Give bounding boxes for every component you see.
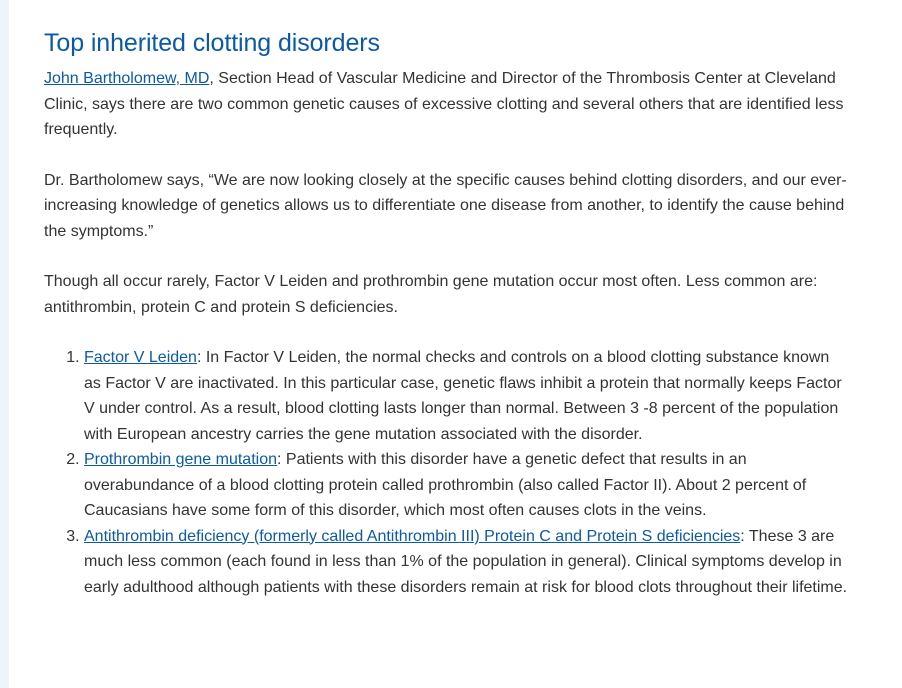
factor-v-leiden-link[interactable]: Factor V Leiden [84,349,197,366]
intro-paragraph [44,66,849,143]
intro-text: , Section Head of Vascular Medicine and Director of the Thrombosis Center at Cleveland Clinic, says there are two common genetic causes of excessive clotting and several others that are identified less frequently. [44,70,844,138]
list-item-text: : In Factor V Leiden, the normal checks and controls on a blood clotting substance known as Factor V are inactivated. In this particular case, genetic flaws inhibit a protein that normally keeps Factor V under control. As a result, blood clotting lasts longer than normal. Between 3 -8 percent of the population with European ancestry carries the gene mutation associated with the disorder. [84,349,842,443]
summary-paragraph: Though all occur rarely, Factor V Leiden and prothrombin gene mutation occur most often. Less common are: antithrombin, protein C and protein S deficiencies. [44,273,818,316]
list-item-text: : These 3 are much less common (each found in less than 1% of the population in general). Clinical symptoms develop in early adulthood although patients with these disorders remain at risk for blood clots throughout their lifetime. [84,527,848,596]
article-content [44,26,849,600]
antithrombin-deficiency-link[interactable]: Antithrombin deficiency (formerly called Antithrombin III) Protein C and Protein S deficiencies [84,527,741,545]
article-title: Top inherited clotting disorders [44,29,380,57]
disorders-list [44,345,849,600]
prothrombin-gene-mutation-link[interactable]: Prothrombin gene mutation [84,451,277,468]
list-item-text: : Patients with this disorder have a genetic defect that results in an overabundance of a blood clotting protein called prothrombin (also called Factor II). About 2 percent of Caucasians have some form of this disorder, which most often causes clots in the veins. [84,451,807,519]
left-sidebar-strip [0,0,9,688]
author-link[interactable]: John Bartholomew, MD [44,70,210,87]
quote-paragraph: Dr. Bartholomew says, “We are now looking closely at the specific causes behind clotting disorders, and our ever-increasing knowledge of genetics allows us to differentiate one disease from another, to identify the cause behind the symptoms.” [44,171,847,240]
list-item-antithrombin [84,524,849,601]
list-item-factor-v-leiden [84,345,849,447]
list-item-prothrombin [84,447,849,524]
